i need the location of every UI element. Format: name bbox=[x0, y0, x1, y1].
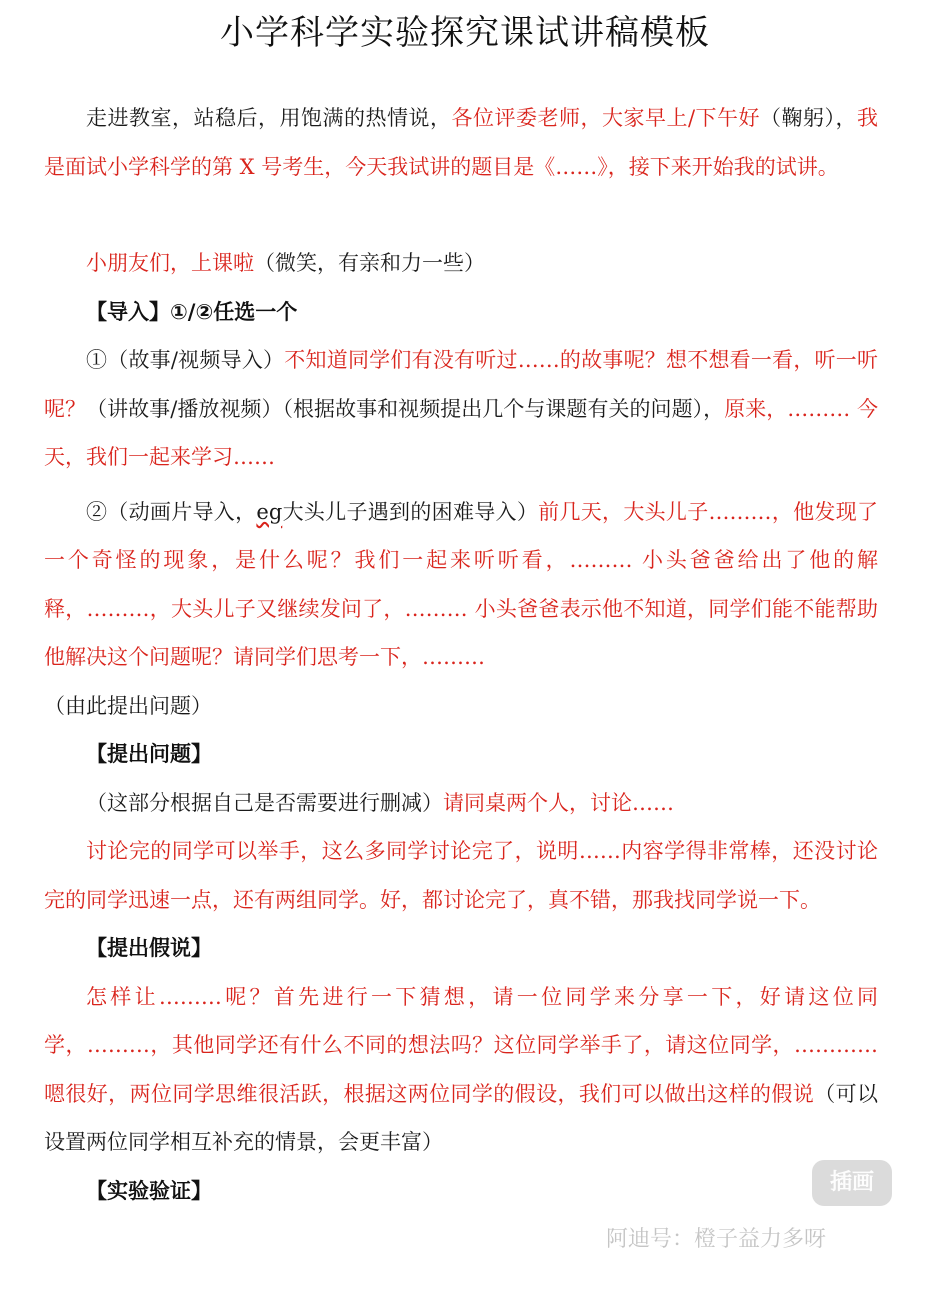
option2-story: 前几天，大头儿子………，他发现了一个奇怪的现象，是什么呢？我们一起来听听看，……… 小头爸爸给出了他的解释，………，大头儿子又继续发问了，……… 小头爸爸表示他不知道，同学们能不能帮助他解决这个问题呢？请同学们思考一下，……… bbox=[44, 499, 879, 669]
heading-question-label: 【提出问题】 bbox=[86, 741, 212, 766]
option2-label: ②（动画片导入， bbox=[86, 499, 257, 524]
intro-stage-direction: 走进教室，站稳后，用饱满的热情说， bbox=[86, 106, 452, 130]
question-note: （这部分根据自己是否需要进行删减） bbox=[86, 790, 443, 815]
intro-option-2 bbox=[44, 488, 878, 682]
option1-conclusion: 原来，……… 今天，我们一起来学习…… bbox=[44, 396, 879, 469]
document-title: 小学科学实验探究课试讲稿模板 bbox=[220, 13, 710, 53]
intro-self-introduction: 我是面试小学科学的第 X 号考生，今天我试讲的题目是《……》，接下来开始我的试讲。 bbox=[44, 106, 879, 179]
option2-note: （由此提出问题） bbox=[44, 693, 212, 718]
intro-bow-note: （鞠躬）， bbox=[760, 106, 858, 130]
watermark-badge: 插画 bbox=[812, 1160, 892, 1206]
heading-hypothesis-label: 【提出假说】 bbox=[86, 935, 212, 960]
class-greeting: 小朋友们，上课啦 bbox=[86, 251, 254, 275]
option1-note: （讲故事/播放视频）（根据故事和视频提出几个与课题有关的问题）， bbox=[86, 396, 725, 421]
option1-label: ①（故事/视频导入） bbox=[86, 348, 285, 372]
question-discussion: 请同桌两个人，讨论…… bbox=[443, 790, 674, 815]
section-heading-experiment bbox=[44, 1167, 878, 1216]
question-paragraph-2: 讨论完的同学可以举手，这么多同学讨论完了，说明……内容学得非常棒，还没讨论完的同学迅速一点，还有两组同学。好，都讨论完了，真不错，那我找同学说一下。 bbox=[44, 839, 878, 912]
intro-paragraph bbox=[44, 94, 878, 191]
greeting-paragraph bbox=[44, 239, 878, 288]
section-heading-intro bbox=[44, 288, 878, 337]
question-paragraph-1 bbox=[44, 779, 878, 828]
watermark-text: 阿迪号：橙子益力多呀 bbox=[606, 1227, 827, 1252]
section-heading-question bbox=[44, 730, 878, 779]
intro-option-1 bbox=[44, 336, 878, 482]
heading-experiment-label: 【实验验证】 bbox=[86, 1177, 212, 1203]
hypothesis-text: 怎样让………呢？首先进行一下猜想，请一位同学来分享一下，好请这位同学，………，其他同学还有什么不同的想法吗？这位同学举手了，请这位同学，………… 嗯很好，两位同学思维很活跃，根据这两位同学的假设，我们可以做出这样的假说 bbox=[44, 984, 878, 1106]
greeting-note: （微笑，有亲和力一些） bbox=[254, 251, 485, 275]
option2-note-line bbox=[44, 682, 878, 731]
document-body bbox=[44, 94, 878, 1215]
hypothesis-paragraph bbox=[44, 973, 878, 1167]
intro-greeting: 各位评委老师，大家早上/下午好 bbox=[451, 106, 761, 130]
heading-intro-choice: ①/②任选一个 bbox=[170, 299, 298, 324]
option1-question: 不知道同学们有没有听过……的故事呢？想不想看一看，听一听呢？ bbox=[44, 348, 879, 421]
heading-intro-label: 【导入】 bbox=[86, 299, 170, 324]
hypothesis-note: （可以设置两位同学相互补充的情景，会更丰富） bbox=[44, 1081, 879, 1154]
section-heading-hypothesis bbox=[44, 924, 878, 973]
option2-eg: eg bbox=[256, 499, 283, 524]
option2-label-rest: 大头儿子遇到的困难导入） bbox=[282, 499, 539, 524]
